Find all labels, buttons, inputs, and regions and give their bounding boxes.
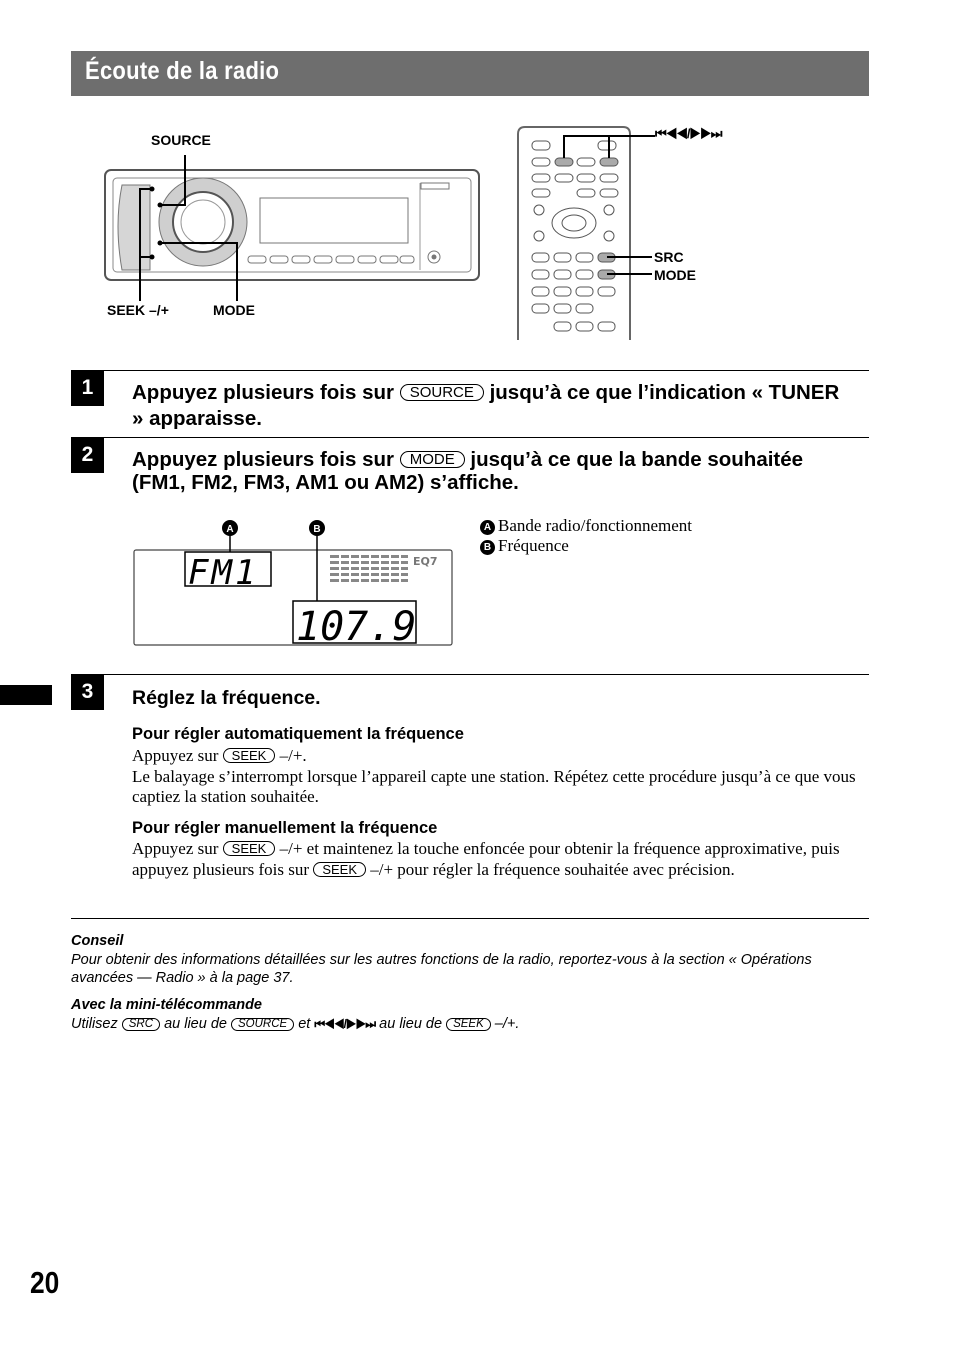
manual-tuning-text: Appuyez sur SEEK –/+ et maintenez la touche enfoncée pour obtenir la fréquence approximative, puis appuyez plusieurs fois sur SEEK –/+ pour régler la fréquence souhaitée avec précision. xyxy=(132,839,840,879)
step-number: 3 xyxy=(71,675,104,710)
frequency-readout: 107.9 xyxy=(296,604,417,650)
mode-key: MODE xyxy=(400,451,465,468)
mode-label: MODE xyxy=(213,302,255,318)
divider xyxy=(71,674,869,675)
eq-indicator: EQ7 xyxy=(413,555,438,568)
source-key: SOURCE xyxy=(231,1018,294,1031)
side-tab xyxy=(0,685,52,705)
callout-b: B xyxy=(313,524,321,535)
seek-label: SEEK –/+ xyxy=(107,302,169,318)
seek-key: SEEK xyxy=(223,748,276,763)
source-key: SOURCE xyxy=(400,384,484,401)
tip-heading: Conseil xyxy=(71,933,124,949)
page-number: 20 xyxy=(30,1265,60,1300)
track-buttons-symbol: ⏮◀◀/▶▶⏭ xyxy=(314,1017,376,1031)
remote-mode-label: MODE xyxy=(654,267,696,283)
display-legend xyxy=(480,516,692,556)
callout-a: A xyxy=(226,524,234,535)
legend-item: A Bande radio/fonctionnement xyxy=(480,516,692,536)
auto-tuning-text: Appuyez sur SEEK –/+. Le balayage s’interrompt lorsque l’appareil capte une station. Répétez cette procédure jusqu’à ce que vous captiez la station souhaitée. xyxy=(132,746,856,806)
band-readout: FM1 xyxy=(188,553,259,593)
step-1-text: Appuyez plusieurs fois sur SOURCE jusqu’à ce que l’indication « TUNER » apparaisse. xyxy=(132,381,840,430)
legend-item: B Fréquence xyxy=(480,536,692,556)
auto-tuning-heading: Pour régler automatiquement la fréquence xyxy=(132,725,464,743)
seek-key: SEEK xyxy=(446,1018,491,1031)
display-illustration xyxy=(130,515,460,650)
seek-key: SEEK xyxy=(313,862,366,877)
step-number: 1 xyxy=(71,371,104,406)
divider xyxy=(71,437,869,438)
step-3-text: Réglez la fréquence. xyxy=(132,687,321,709)
divider xyxy=(71,370,869,371)
step-number: 2 xyxy=(71,438,104,473)
section-title: Écoute de la radio xyxy=(85,57,280,85)
remote-note-heading: Avec la mini-télécommande xyxy=(71,997,262,1013)
source-label: SOURCE xyxy=(151,132,211,148)
head-unit-illustration xyxy=(100,125,490,325)
src-label: SRC xyxy=(654,249,684,265)
remote-note-text: Utilisez SRC au lieu de SOURCE et ⏮◀◀/▶▶⏭ au lieu de SEEK –/+. xyxy=(71,1016,520,1032)
manual-tuning-heading: Pour régler manuellement la fréquence xyxy=(132,819,438,837)
src-key: SRC xyxy=(122,1018,160,1031)
track-buttons-label: ⏮◀◀/▶▶⏭ xyxy=(655,126,722,141)
tip-text: Pour obtenir des informations détaillées sur les autres fonctions de la radio, reportez-vous à la section « Opérations avancées — Radio » à la page 37. xyxy=(71,952,812,986)
section-header xyxy=(71,51,869,96)
seek-key: SEEK xyxy=(223,841,276,856)
divider xyxy=(71,918,869,919)
remote-illustration xyxy=(510,122,695,344)
step-2-text: Appuyez plusieurs fois sur MODE jusqu’à ce que la bande souhaitée (FM1, FM2, FM3, AM1 ou AM2) s’affiche. xyxy=(132,448,804,494)
